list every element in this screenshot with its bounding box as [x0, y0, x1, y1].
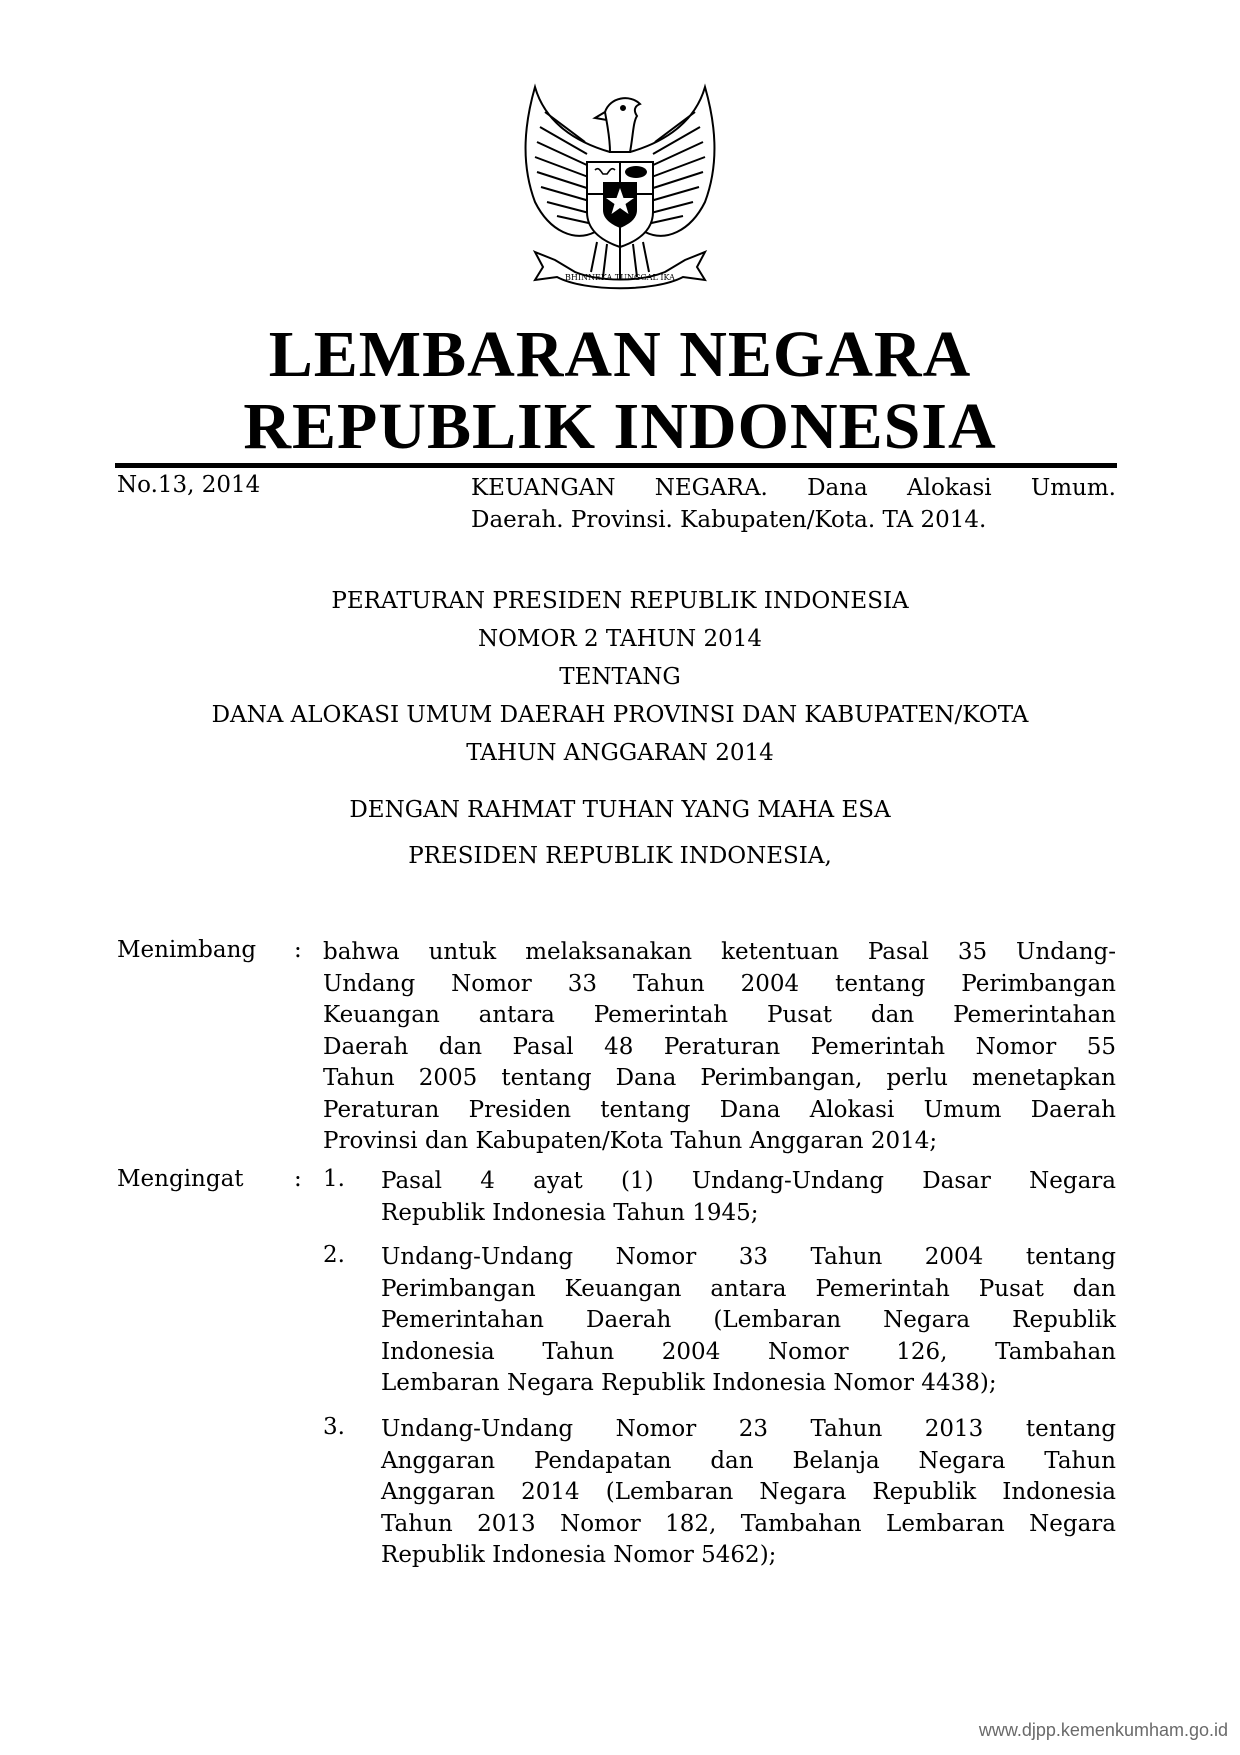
mengingat-item-line: Tahun 2013 Nomor 182, Tambahan Lembaran Negara [381, 1510, 1116, 1537]
mengingat-item-line: Republik Indonesia Nomor 5462); [381, 1542, 777, 1568]
menimbang-label: Menimbang [117, 937, 257, 963]
mengingat-label: Mengingat [117, 1166, 244, 1192]
gazette-subject [471, 472, 1116, 536]
menimbang-colon: : [294, 937, 302, 963]
gazette-number: No.13, 2014 [117, 472, 261, 498]
mengingat-item-line: Lembaran Negara Republik Indonesia Nomor 4438); [381, 1370, 997, 1396]
menimbang-line: Undang Nomor 33 Tahun 2004 tentang Perimbangan [323, 970, 1116, 997]
garuda-emblem-icon [515, 82, 725, 294]
gazette-subject-line1: KEUANGAN NEGARA. Dana Alokasi Umum. [471, 475, 1116, 501]
menimbang-line: Tahun 2005 tentang Dana Perimbangan, perlu menetapkan [323, 1065, 1116, 1091]
mengingat-item-3 [381, 1414, 1116, 1572]
preamble-line1: DENGAN RAHMAT TUHAN YANG MAHA ESA [349, 797, 891, 823]
mengingat-item-line: Perimbangan Keuangan antara Pemerintah Pusat dan [381, 1275, 1116, 1302]
regulation-title-line3: TENTANG [559, 664, 681, 690]
gazette-subject-line2: Daerah. Provinsi. Kabupaten/Kota. TA 2014. [471, 507, 987, 533]
menimbang-line: Keuangan antara Pemerintah Pusat dan Pemerintahan [323, 1002, 1116, 1028]
menimbang-paragraph [323, 937, 1116, 1158]
mengingat-item-number: 3. [323, 1414, 345, 1440]
motto-text: BHINNEKA TUNGGAL IKA [565, 273, 675, 282]
source-url: www.djpp.kemenkumham.go.id [978, 1720, 1228, 1740]
regulation-title-line4: DANA ALOKASI UMUM DAERAH PROVINSI DAN KABUPATEN/KOTA [211, 702, 1029, 728]
mengingat-item-line: Republik Indonesia Tahun 1945; [381, 1199, 759, 1226]
mengingat-item-line: Anggaran 2014 (Lembaran Negara Republik Indonesia [381, 1479, 1116, 1505]
mengingat-item-line: Indonesia Tahun 2004 Nomor 126, Tambahan [381, 1338, 1116, 1365]
menimbang-line: bahwa untuk melaksanakan ketentuan Pasal 35 Undang- [323, 939, 1116, 965]
regulation-title-line2: NOMOR 2 TAHUN 2014 [477, 626, 763, 652]
menimbang-line: Peraturan Presiden tentang Dana Alokasi Umum Daerah [323, 1096, 1116, 1123]
mengingat-colon: : [294, 1166, 302, 1192]
mengingat-item-1 [381, 1166, 1116, 1229]
preamble-line2: PRESIDEN REPUBLIK INDONESIA, [408, 843, 832, 869]
menimbang-line: Provinsi dan Kabupaten/Kota Tahun Anggaran 2014; [323, 1128, 938, 1154]
mengingat-item-line: Undang-Undang Nomor 23 Tahun 2013 tentang [381, 1416, 1116, 1442]
masthead-divider [115, 463, 1117, 468]
menimbang-line: Daerah dan Pasal 48 Peraturan Pemerintah Nomor 55 [323, 1033, 1116, 1060]
mengingat-item-line: Pasal 4 ayat (1) Undang-Undang Dasar Negara [381, 1168, 1116, 1194]
mengingat-item-number: 2. [323, 1242, 345, 1268]
regulation-title-line5: TAHUN ANGGARAN 2014 [466, 740, 774, 766]
mengingat-item-line: Pemerintahan Daerah (Lembaran Negara Republik [381, 1307, 1116, 1333]
mengingat-item-2 [381, 1242, 1116, 1400]
mengingat-item-line: Undang-Undang Nomor 33 Tahun 2004 tentang [381, 1244, 1116, 1270]
mengingat-item-number: 1. [323, 1166, 345, 1192]
regulation-title-line1: PERATURAN PRESIDEN REPUBLIK INDONESIA [331, 588, 909, 614]
mengingat-item-line: Anggaran Pendapatan dan Belanja Negara Tahun [381, 1447, 1116, 1474]
garuda-emblem [515, 82, 725, 294]
masthead-title-line2: REPUBLIK INDONESIA [243, 390, 997, 463]
masthead-title-line1: LEMBARAN NEGARA [268, 318, 972, 391]
